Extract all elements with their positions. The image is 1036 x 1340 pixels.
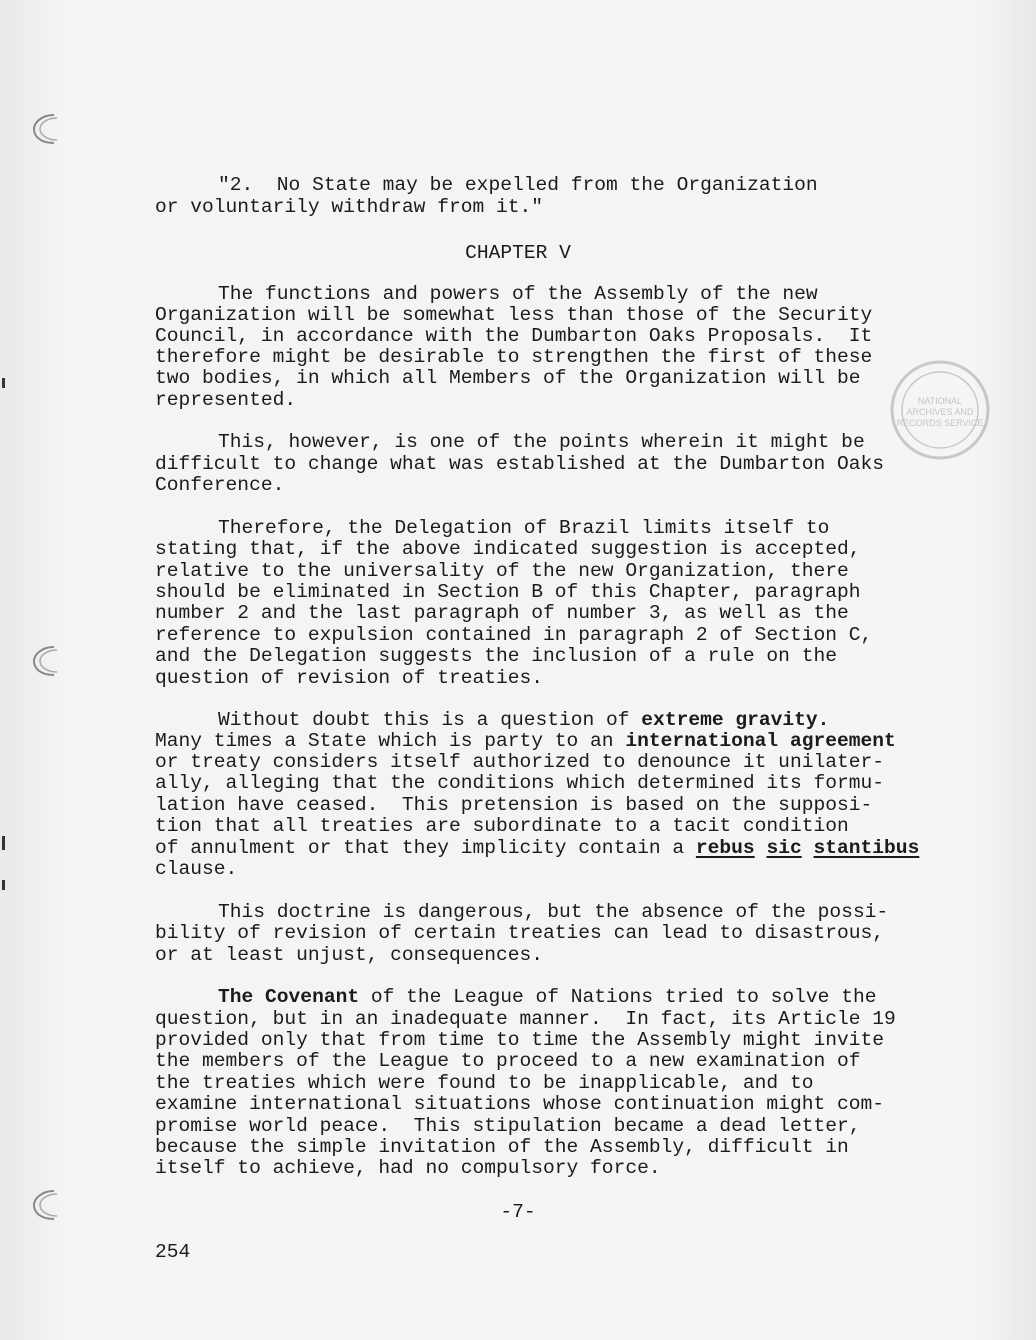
text-line: the treaties which were found to be inapplicable, and to	[155, 1072, 814, 1094]
text-run: Without doubt this is a question of	[218, 709, 642, 731]
text-line: therefore might be desirable to strengthen the first of these	[155, 346, 873, 368]
svg-text:ARCHIVES AND: ARCHIVES AND	[906, 407, 974, 417]
text-line: because the simple invitation of the Assembly, difficult in	[155, 1136, 849, 1158]
text-line: difficult to change what was established at the Dumbarton Oaks	[155, 453, 885, 475]
svg-text:RECORDS SERVICE: RECORDS SERVICE	[896, 418, 984, 428]
text-line: Organization will be somewhat less than those of the Security	[155, 304, 873, 326]
bold-text: extreme gravity.	[641, 709, 830, 731]
text-line: Conference.	[155, 474, 285, 496]
text-line: Council, in accordance with the Dumbarton Oaks Proposals. It	[155, 325, 873, 347]
text-line	[155, 731, 975, 753]
underlined-latin-term: rebus	[695, 837, 755, 859]
text-line: number 2 and the last paragraph of number 3, as well as the	[155, 602, 849, 624]
text-line: tion that all treaties are subordinate to a tacit condition	[155, 815, 849, 837]
text-line: The functions and powers of the Assembly of the new	[218, 283, 818, 305]
edge-mark	[2, 378, 5, 388]
text-line: This doctrine is dangerous, but the absence of the possi-	[218, 901, 889, 923]
text-run: of the League of Nations tried to solve the	[359, 986, 877, 1008]
text-line: the members of the League to proceed to a new examination of	[155, 1050, 861, 1072]
text-line	[218, 710, 1036, 732]
text-line: ally, alleging that the conditions which determined its formu-	[155, 772, 885, 794]
quote-line: or voluntarily withdraw from it."	[155, 196, 544, 218]
text-line: question, but in an inadequate manner. In fact, its Article 19	[155, 1008, 896, 1030]
text-run: Many times a State which is party to an	[155, 730, 626, 752]
binder-hole-icon	[30, 644, 62, 678]
text-run: of annulment or that they implicity contain a	[155, 837, 696, 859]
text-line: represented.	[155, 389, 297, 411]
text-line: or at least unjust, consequences.	[155, 944, 544, 966]
text-line: relative to the universality of the new Organization, there	[155, 560, 849, 582]
text-line: reference to expulsion contained in paragraph 2 of Section C,	[155, 624, 873, 646]
chapter-heading: CHAPTER V	[465, 242, 571, 264]
text-line: examine international situations whose continuation might com-	[155, 1093, 885, 1115]
page-number: -7-	[500, 1201, 536, 1223]
bold-text: The Covenant	[218, 986, 360, 1008]
text-line: question of revision of treaties.	[155, 667, 544, 689]
text-line	[155, 838, 975, 860]
text-line: bility of revision of certain treaties can lead to disastrous,	[155, 922, 885, 944]
text-line: or treaty considers itself authorized to denounce it unilater-	[155, 751, 885, 773]
document-number: 254	[155, 1241, 191, 1263]
text-line: Therefore, the Delegation of Brazil limits itself to	[218, 517, 830, 539]
bold-text: international agreement	[625, 730, 896, 752]
text-line: This, however, is one of the points wherein it might be	[218, 431, 865, 453]
binder-hole-icon	[30, 112, 62, 146]
text-line: clause.	[155, 858, 238, 880]
text-line: and the Delegation suggests the inclusion of a rule on the	[155, 645, 837, 667]
text-line	[218, 987, 1036, 1009]
text-line: itself to achieve, had no compulsory force.	[155, 1157, 661, 1179]
text-line: provided only that from time to time the Assembly might invite	[155, 1029, 885, 1051]
text-line: two bodies, in which all Members of the Organization will be	[155, 367, 861, 389]
edge-mark	[2, 836, 5, 850]
text-line: should be eliminated in Section B of this Chapter, paragraph	[155, 581, 861, 603]
underlined-latin-term: sic	[766, 837, 802, 859]
underlined-latin-term: stantibus	[813, 837, 920, 859]
quote-line: "2. No State may be expelled from the Organization	[218, 174, 818, 196]
text-line: stating that, if the above indicated suggestion is accepted,	[155, 538, 861, 560]
edge-mark	[2, 880, 5, 890]
svg-text:NATIONAL: NATIONAL	[917, 396, 963, 406]
text-line: promise world peace. This stipulation became a dead letter,	[155, 1115, 861, 1137]
text-line: lation have ceased. This pretension is based on the supposi-	[155, 794, 873, 816]
